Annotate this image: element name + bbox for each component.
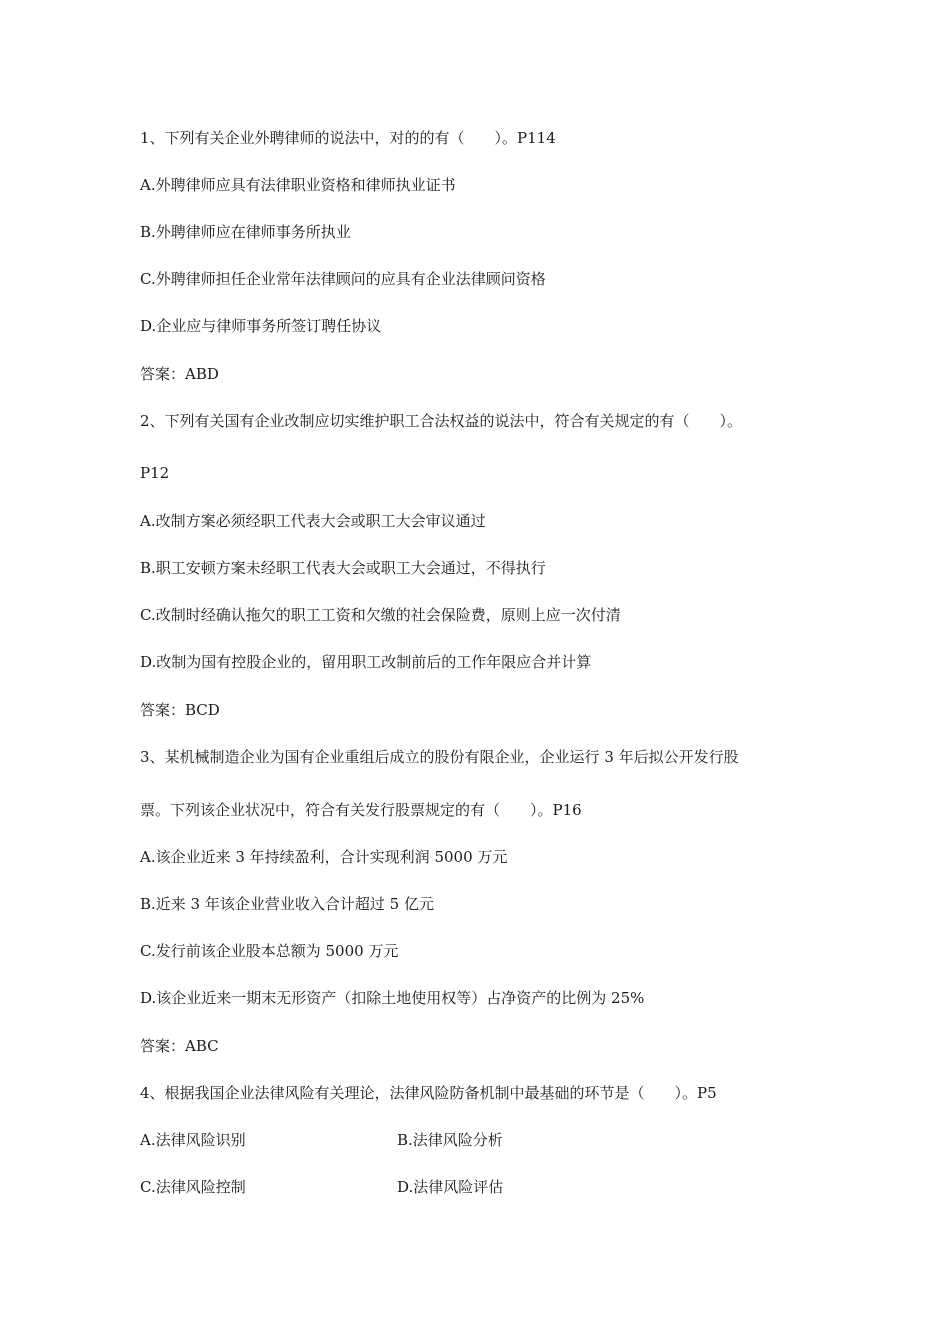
q4-option-a: A.法律风险识别 <box>140 1131 246 1149</box>
q1-answer: 答案：ABD <box>140 365 219 383</box>
q3-option-a: A.该企业近来 3 年持续盈利，合计实现利润 5000 万元 <box>140 848 508 866</box>
q4-option-b: B.法律风险分析 <box>397 1131 503 1149</box>
q2-option-b: B.职工安顿方案未经职工代表大会或职工大会通过，不得执行 <box>140 559 546 577</box>
q3-option-d: D.该企业近来一期末无形资产（扣除土地使用权等）占净资产的比例为 25% <box>140 989 645 1007</box>
q1-option-d: D.企业应与律师事务所签订聘任协议 <box>140 317 382 335</box>
q1-stem: 1、下列有关企业外聘律师的说法中，对的的有（ ）。P114 <box>140 129 556 147</box>
q2-option-c: C.改制时经确认拖欠的职工工资和欠缴的社会保险费，原则上应一次付清 <box>140 606 621 624</box>
q1-option-c: C.外聘律师担任企业常年法律顾问的应具有企业法律顾问资格 <box>140 270 546 288</box>
q3-option-c: C.发行前该企业股本总额为 5000 万元 <box>140 942 399 960</box>
q1-option-a: A.外聘律师应具有法律职业资格和律师执业证书 <box>140 176 456 194</box>
q4-option-d: D.法律风险评估 <box>397 1178 504 1196</box>
q4-option-c: C.法律风险控制 <box>140 1178 246 1196</box>
q3-stem-line2: 票。下列该企业状况中，符合有关发行股票规定的有（ ）。P16 <box>140 801 582 819</box>
q2-option-a: A.改制方案必须经职工代表大会或职工大会审议通过 <box>140 512 486 530</box>
q3-answer: 答案：ABC <box>140 1037 219 1055</box>
q2-stem-line2: P12 <box>140 464 170 482</box>
q2-stem-line1: 2、下列有关国有企业改制应切实维护职工合法权益的说法中，符合有关规定的有（ ）。 <box>140 412 743 430</box>
q2-option-d: D.改制为国有控股企业的，留用职工改制前后的工作年限应合并计算 <box>140 653 592 671</box>
q2-answer: 答案：BCD <box>140 701 220 719</box>
q3-stem-line1: 3、某机械制造企业为国有企业重组后成立的股份有限企业，企业运行 3 年后拟公开发行股 <box>140 748 739 766</box>
q1-option-b: B.外聘律师应在律师事务所执业 <box>140 223 351 241</box>
q3-option-b: B.近来 3 年该企业营业收入合计超过 5 亿元 <box>140 895 434 913</box>
q4-stem: 4、根据我国企业法律风险有关理论，法律风险防备机制中最基础的环节是（ ）。P5 <box>140 1084 717 1102</box>
